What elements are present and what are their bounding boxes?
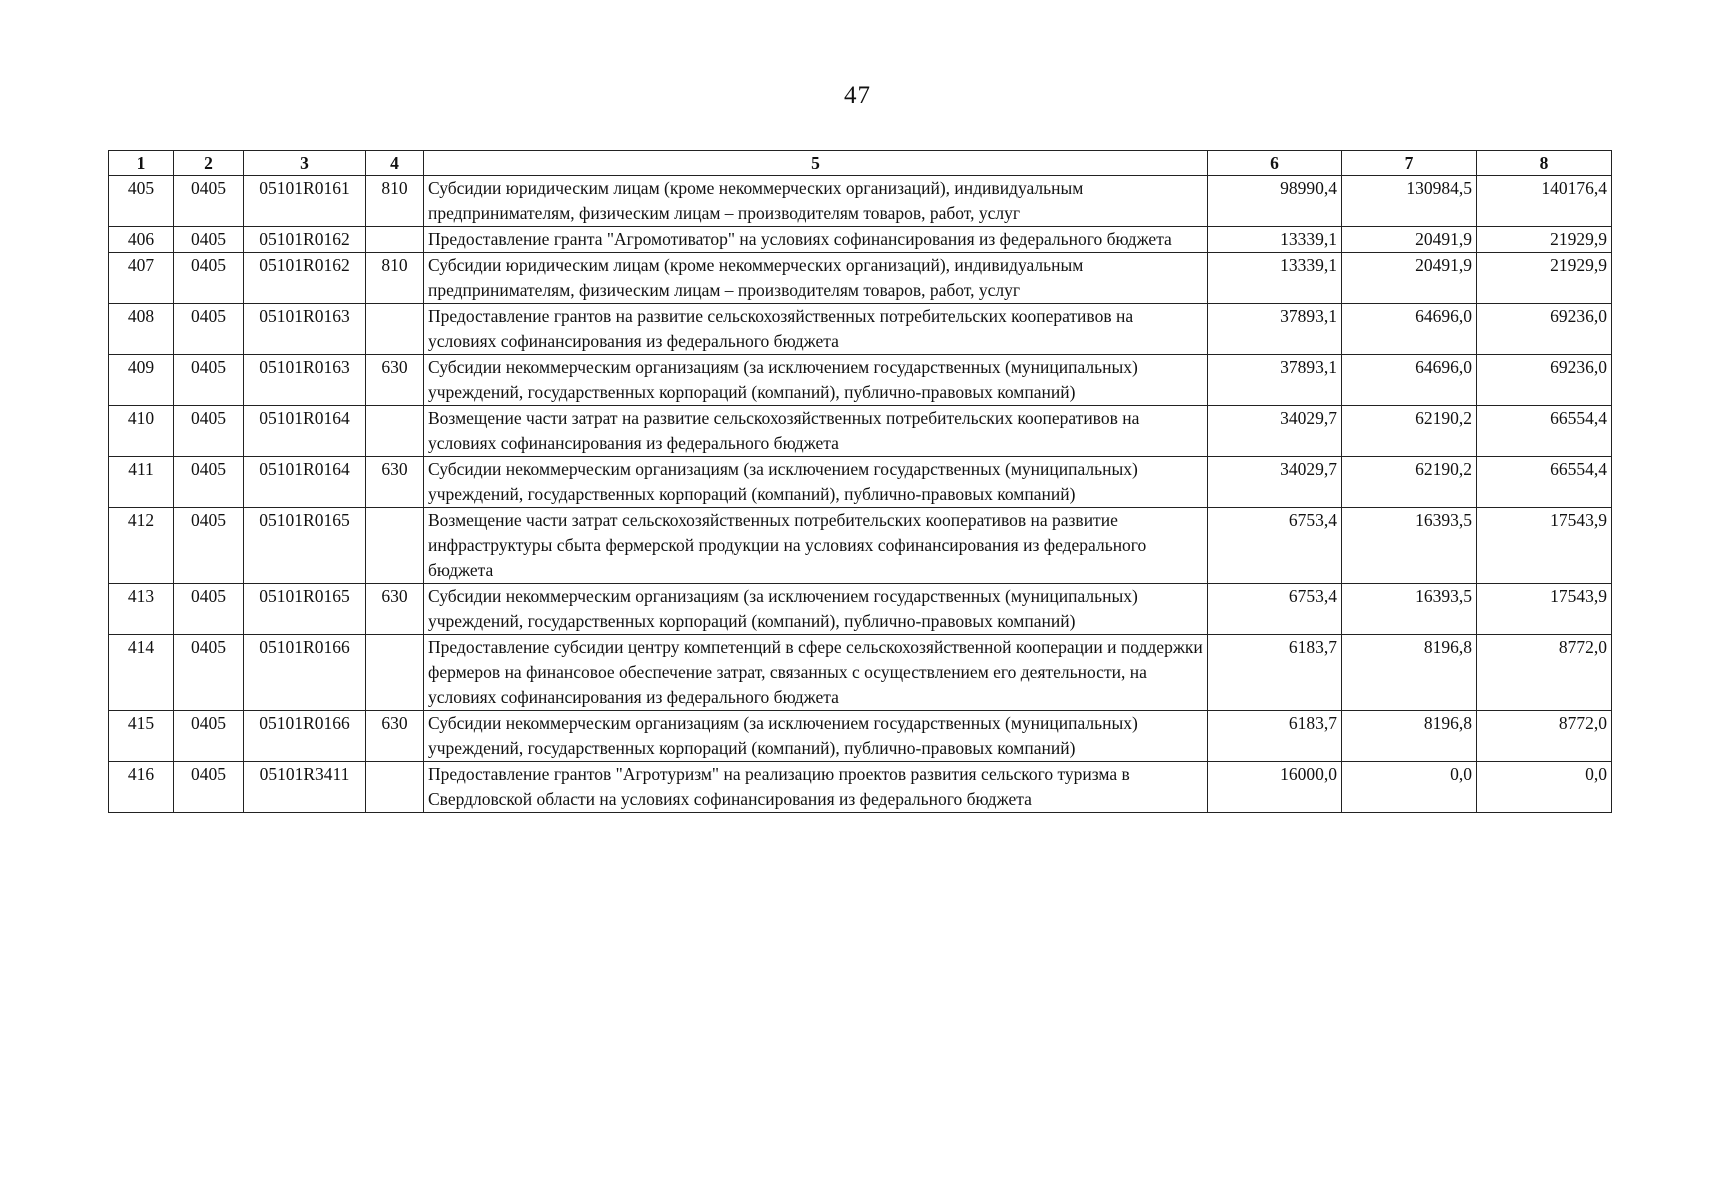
target-article-cell: 05101R3411 (244, 762, 366, 813)
item-name-cell: Предоставление грантов "Агротуризм" на реализацию проектов развития сельского туризма в Свердловской области на условиях софинансирования из федерального бюджета (424, 762, 1208, 813)
row-number-cell: 411 (109, 457, 174, 508)
header-cell-5: 5 (424, 151, 1208, 176)
item-name-cell: Возмещение части затрат на развитие сельскохозяйственных потребительских кооперативов на условиях софинансирования из федерального бюджета (424, 406, 1208, 457)
expense-type-cell (366, 227, 424, 253)
amount-col7-cell: 16393,5 (1342, 508, 1477, 584)
target-article-cell: 05101R0161 (244, 176, 366, 227)
row-number-cell: 414 (109, 635, 174, 711)
table-row (109, 711, 1612, 762)
header-cell-3: 3 (244, 151, 366, 176)
target-article-cell: 05101R0164 (244, 406, 366, 457)
table-row (109, 253, 1612, 304)
section-code-cell: 0405 (174, 711, 244, 762)
amount-col6-cell: 6183,7 (1208, 635, 1342, 711)
header-row (109, 151, 1612, 176)
page-number: 47 (844, 82, 871, 109)
target-article-cell: 05101R0165 (244, 508, 366, 584)
item-name-cell: Предоставление грантов на развитие сельскохозяйственных потребительских кооперативов на условиях софинансирования из федерального бюджета (424, 304, 1208, 355)
row-number-cell: 415 (109, 711, 174, 762)
header-cell-8: 8 (1477, 151, 1612, 176)
table-row (109, 584, 1612, 635)
expense-type-cell: 810 (366, 176, 424, 227)
amount-col7-cell: 8196,8 (1342, 711, 1477, 762)
amount-col6-cell: 6753,4 (1208, 584, 1342, 635)
target-article-cell: 05101R0162 (244, 227, 366, 253)
row-number-cell: 408 (109, 304, 174, 355)
section-code-cell: 0405 (174, 253, 244, 304)
item-name-cell: Субсидии юридическим лицам (кроме некоммерческих организаций), индивидуальным предпринимателям, физическим лицам – производителям товаров, работ, услуг (424, 253, 1208, 304)
target-article-cell: 05101R0165 (244, 584, 366, 635)
table-row (109, 508, 1612, 584)
row-number-cell: 405 (109, 176, 174, 227)
header-cell-1: 1 (109, 151, 174, 176)
target-article-cell: 05101R0164 (244, 457, 366, 508)
item-name-cell: Предоставление гранта "Агромотиватор" на условиях софинансирования из федерального бюджета (424, 227, 1208, 253)
amount-col8-cell: 66554,4 (1477, 457, 1612, 508)
section-code-cell: 0405 (174, 635, 244, 711)
section-code-cell: 0405 (174, 304, 244, 355)
row-number-cell: 413 (109, 584, 174, 635)
item-name-cell: Предоставление субсидии центру компетенций в сфере сельскохозяйственной кооперации и поддержки фермеров на финансовое обеспечение затрат, связанных с осуществлением его деятельности, на условиях софинансирования из федерального бюджета (424, 635, 1208, 711)
header-cell-4: 4 (366, 151, 424, 176)
table-row (109, 635, 1612, 711)
row-number-cell: 409 (109, 355, 174, 406)
amount-col8-cell: 17543,9 (1477, 508, 1612, 584)
table-row (109, 355, 1612, 406)
amount-col6-cell: 16000,0 (1208, 762, 1342, 813)
target-article-cell: 05101R0162 (244, 253, 366, 304)
amount-col7-cell: 64696,0 (1342, 304, 1477, 355)
amount-col6-cell: 13339,1 (1208, 253, 1342, 304)
amount-col6-cell: 13339,1 (1208, 227, 1342, 253)
table-row (109, 457, 1612, 508)
item-name-cell: Субсидии юридическим лицам (кроме некоммерческих организаций), индивидуальным предпринимателям, физическим лицам – производителям товаров, работ, услуг (424, 176, 1208, 227)
amount-col8-cell: 21929,9 (1477, 253, 1612, 304)
item-name-cell: Субсидии некоммерческим организациям (за исключением государственных (муниципальных) учреждений, государственных корпораций (компаний), публично-правовых компаний) (424, 355, 1208, 406)
target-article-cell: 05101R0163 (244, 304, 366, 355)
amount-col7-cell: 20491,9 (1342, 227, 1477, 253)
amount-col8-cell: 66554,4 (1477, 406, 1612, 457)
amount-col8-cell: 17543,9 (1477, 584, 1612, 635)
section-code-cell: 0405 (174, 227, 244, 253)
section-code-cell: 0405 (174, 406, 244, 457)
table-row (109, 762, 1612, 813)
amount-col6-cell: 6753,4 (1208, 508, 1342, 584)
section-code-cell: 0405 (174, 762, 244, 813)
target-article-cell: 05101R0163 (244, 355, 366, 406)
header-cell-6: 6 (1208, 151, 1342, 176)
table-row (109, 304, 1612, 355)
table-row (109, 406, 1612, 457)
amount-col6-cell: 37893,1 (1208, 355, 1342, 406)
expense-type-cell: 630 (366, 711, 424, 762)
amount-col7-cell: 0,0 (1342, 762, 1477, 813)
amount-col6-cell: 34029,7 (1208, 406, 1342, 457)
expense-type-cell: 630 (366, 457, 424, 508)
amount-col6-cell: 98990,4 (1208, 176, 1342, 227)
target-article-cell: 05101R0166 (244, 635, 366, 711)
amount-col7-cell: 62190,2 (1342, 457, 1477, 508)
amount-col8-cell: 8772,0 (1477, 635, 1612, 711)
header-cell-2: 2 (174, 151, 244, 176)
amount-col7-cell: 8196,8 (1342, 635, 1477, 711)
amount-col7-cell: 16393,5 (1342, 584, 1477, 635)
target-article-cell: 05101R0166 (244, 711, 366, 762)
amount-col8-cell: 140176,4 (1477, 176, 1612, 227)
amount-col6-cell: 37893,1 (1208, 304, 1342, 355)
expense-type-cell: 810 (366, 253, 424, 304)
expense-type-cell (366, 508, 424, 584)
amount-col8-cell: 69236,0 (1477, 355, 1612, 406)
item-name-cell: Субсидии некоммерческим организациям (за исключением государственных (муниципальных) учреждений, государственных корпораций (компаний), публично-правовых компаний) (424, 711, 1208, 762)
amount-col6-cell: 34029,7 (1208, 457, 1342, 508)
expense-type-cell: 630 (366, 355, 424, 406)
amount-col7-cell: 64696,0 (1342, 355, 1477, 406)
item-name-cell: Возмещение части затрат сельскохозяйственных потребительских кооперативов на развитие инфраструктуры сбыта фермерской продукции на условиях софинансирования из федерального бюджета (424, 508, 1208, 584)
section-code-cell: 0405 (174, 457, 244, 508)
item-name-cell: Субсидии некоммерческим организациям (за исключением государственных (муниципальных) учреждений, государственных корпораций (компаний), публично-правовых компаний) (424, 457, 1208, 508)
section-code-cell: 0405 (174, 176, 244, 227)
amount-col8-cell: 21929,9 (1477, 227, 1612, 253)
table-row (109, 227, 1612, 253)
section-code-cell: 0405 (174, 508, 244, 584)
amount-col8-cell: 0,0 (1477, 762, 1612, 813)
item-name-cell: Субсидии некоммерческим организациям (за исключением государственных (муниципальных) учреждений, государственных корпораций (компаний), публично-правовых компаний) (424, 584, 1208, 635)
header-cell-7: 7 (1342, 151, 1477, 176)
row-number-cell: 416 (109, 762, 174, 813)
expense-type-cell (366, 635, 424, 711)
expense-type-cell (366, 304, 424, 355)
amount-col7-cell: 130984,5 (1342, 176, 1477, 227)
expense-type-cell: 630 (366, 584, 424, 635)
section-code-cell: 0405 (174, 584, 244, 635)
amount-col7-cell: 62190,2 (1342, 406, 1477, 457)
row-number-cell: 412 (109, 508, 174, 584)
budget-table (108, 150, 1612, 813)
expense-type-cell (366, 762, 424, 813)
section-code-cell: 0405 (174, 355, 244, 406)
row-number-cell: 407 (109, 253, 174, 304)
amount-col8-cell: 69236,0 (1477, 304, 1612, 355)
row-number-cell: 410 (109, 406, 174, 457)
table-row (109, 176, 1612, 227)
amount-col7-cell: 20491,9 (1342, 253, 1477, 304)
amount-col8-cell: 8772,0 (1477, 711, 1612, 762)
amount-col6-cell: 6183,7 (1208, 711, 1342, 762)
expense-type-cell (366, 406, 424, 457)
row-number-cell: 406 (109, 227, 174, 253)
